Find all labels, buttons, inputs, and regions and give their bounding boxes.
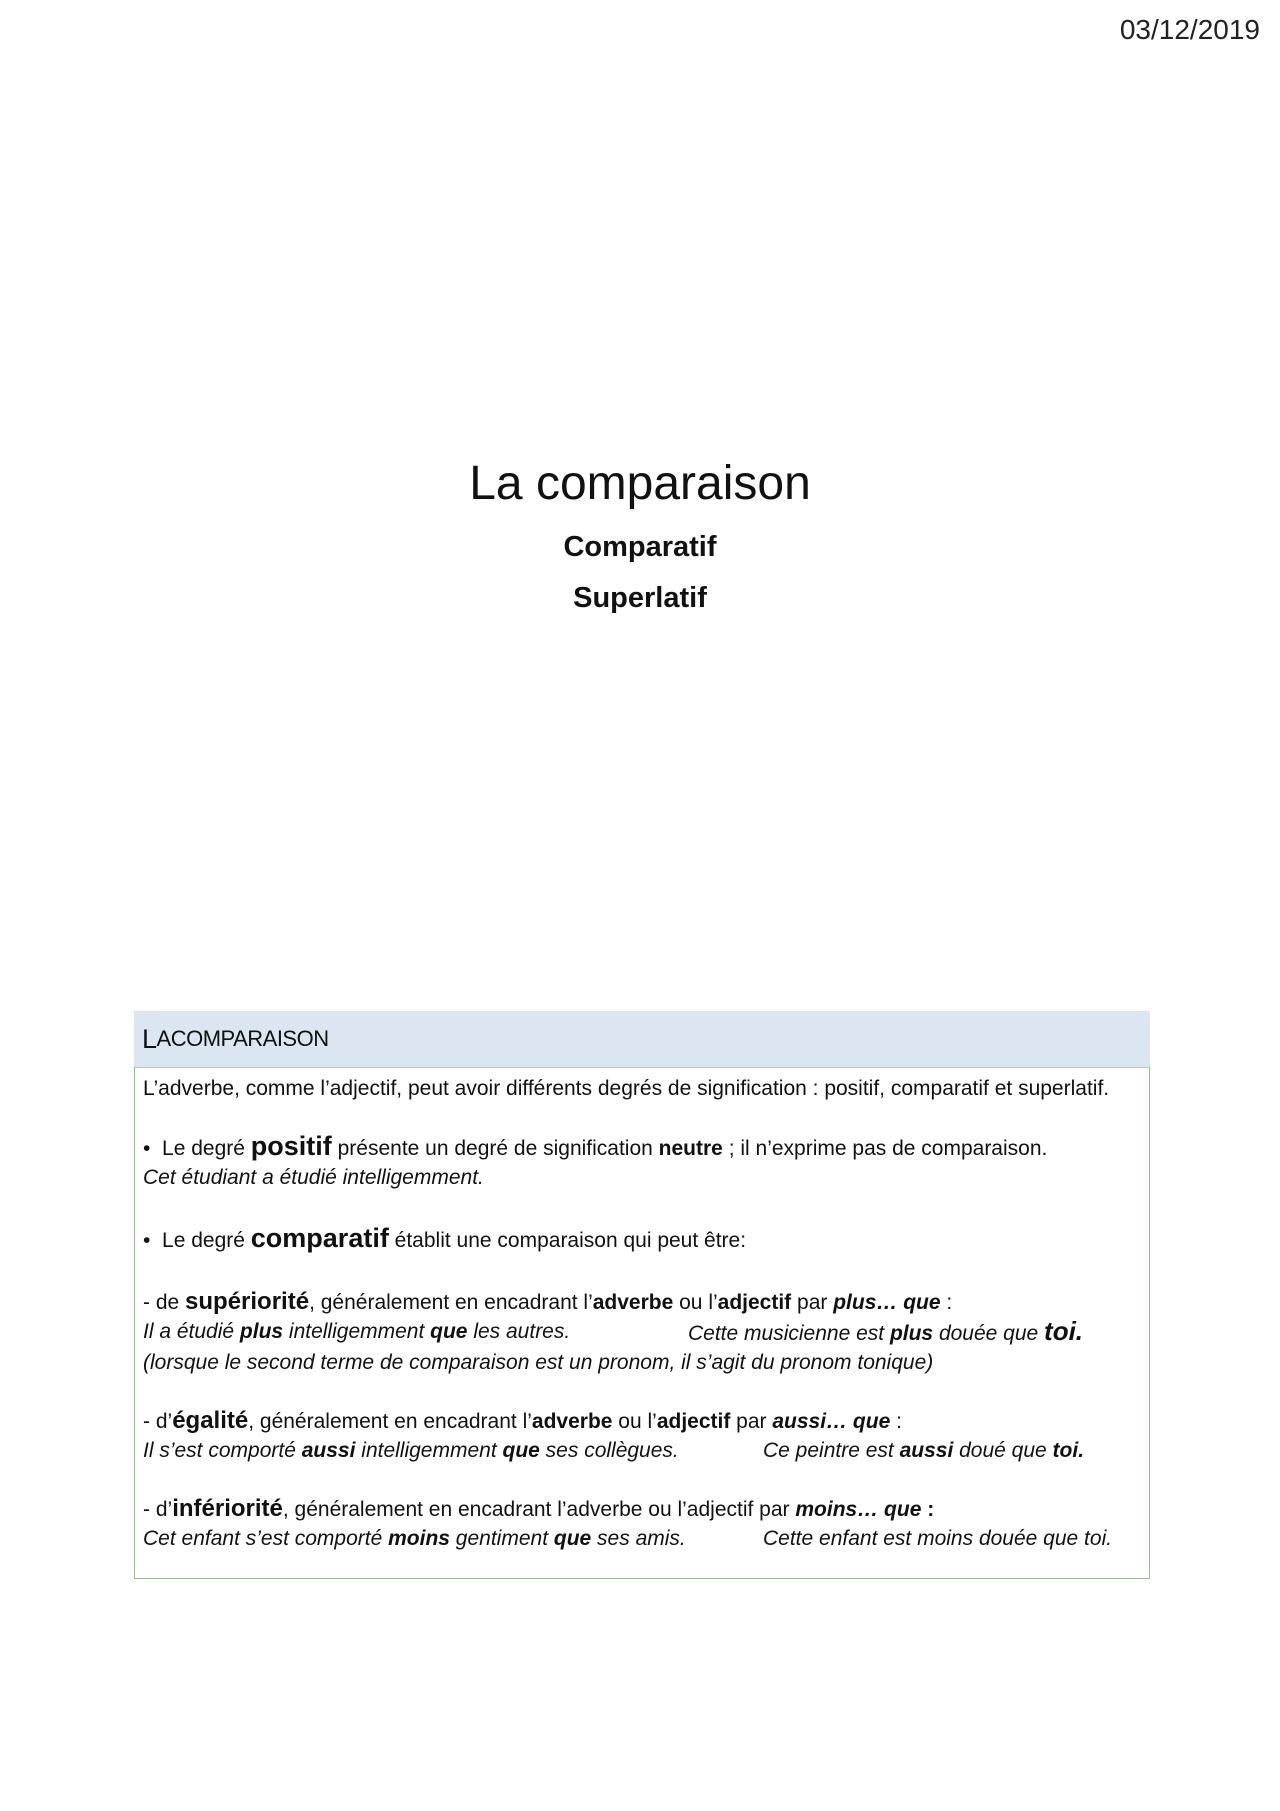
- text: Cette musicienne est: [688, 1322, 890, 1345]
- text: Il s’est comporté: [143, 1439, 302, 1462]
- superiorite-line: [143, 1287, 1141, 1317]
- egalite-line: [143, 1406, 1141, 1436]
- text: - d’: [143, 1498, 173, 1521]
- bold-adverbe: adverbe: [531, 1410, 613, 1433]
- inferiorite-example-1: [143, 1524, 763, 1553]
- text: Ce peintre est: [763, 1439, 900, 1462]
- text: :: [890, 1410, 902, 1433]
- bold: aussi: [899, 1439, 954, 1462]
- bold-adjectif: adjectif: [656, 1410, 731, 1433]
- text: , généralement en encadrant l’: [309, 1291, 593, 1314]
- text: Le degré: [162, 1229, 251, 1252]
- positif-example: Cet étudiant a étudié intelligemment.: [143, 1166, 484, 1189]
- text: présente un degré de signification: [331, 1137, 659, 1160]
- bold-adverbe: adverbe: [592, 1291, 674, 1314]
- inferiorite-example-2: Cette enfant est moins douée que toi.: [763, 1527, 1113, 1550]
- bold-toi: toi.: [1044, 1316, 1084, 1346]
- box-body: [134, 1067, 1150, 1579]
- text: gentiment: [449, 1527, 554, 1550]
- bold: que: [502, 1439, 540, 1462]
- keyword-positif: positif: [250, 1131, 332, 1161]
- bold: que: [553, 1527, 592, 1550]
- keyword-inferiorite: infériorité: [172, 1495, 283, 1522]
- text: ses amis.: [591, 1527, 686, 1550]
- text: Il a étudié: [143, 1320, 240, 1343]
- text: , généralement en encadrant l’adverbe ou l’adjectif par: [282, 1498, 796, 1521]
- text: ; il n’exprime pas de comparaison.: [722, 1137, 1048, 1160]
- text: , généralement en encadrant l’: [248, 1410, 532, 1433]
- text: ou l’: [673, 1291, 718, 1314]
- subtitle-comparatif: Comparatif: [563, 530, 717, 563]
- text: par: [730, 1410, 773, 1433]
- text: ou l’: [612, 1410, 657, 1433]
- text: doué que: [953, 1439, 1053, 1462]
- text: ses collègues.: [539, 1439, 679, 1462]
- bold-adjectif: adjectif: [717, 1291, 792, 1314]
- comparatif-line: [143, 1221, 1141, 1258]
- egalite-examples: [143, 1436, 1141, 1465]
- page-date: 03/12/2019: [1119, 14, 1260, 45]
- bold-plus-que: plus… que: [833, 1291, 941, 1314]
- box-heading: [134, 1011, 1150, 1067]
- positif-line: [143, 1132, 1141, 1163]
- superiorite-example-1: [143, 1317, 688, 1348]
- bold-neutre: neutre: [658, 1137, 723, 1160]
- bold-aussi-que: aussi… que: [772, 1410, 891, 1433]
- bold: plus: [889, 1322, 934, 1345]
- title-block: [0, 458, 1280, 613]
- text: :: [921, 1498, 935, 1521]
- bold: aussi: [301, 1439, 356, 1462]
- keyword-comparatif: comparatif: [250, 1223, 389, 1253]
- egalite-example-1: [143, 1436, 763, 1465]
- egalite-example-2: [763, 1436, 1084, 1465]
- superiorite-examples: [143, 1317, 1141, 1348]
- bold: plus: [239, 1320, 284, 1343]
- superiorite-example-2: [688, 1317, 1083, 1348]
- inferiorite-examples: [143, 1524, 1141, 1553]
- keyword-egalite: égalité: [172, 1407, 249, 1434]
- text: les autres.: [467, 1320, 571, 1343]
- keyword-superiorite: supériorité: [185, 1288, 310, 1315]
- text: - de: [143, 1291, 186, 1314]
- text: Le degré: [162, 1137, 251, 1160]
- text: par: [791, 1291, 834, 1314]
- text: - d’: [143, 1410, 173, 1433]
- intro-text: L’adverbe, comme l’adjectif, peut avoir différents degrés de signification : positif, comparatif et superlatif.: [143, 1077, 1110, 1100]
- superiorite-note: (lorsque le second terme de comparaison est un pronom, il s’agit du pronom tonique): [143, 1351, 934, 1374]
- subtitle-superlatif: Superlatif: [573, 581, 707, 614]
- comparison-box: [134, 1011, 1150, 1579]
- bold-moins-que: moins… que: [795, 1498, 922, 1521]
- inferiorite-line: [143, 1494, 1141, 1524]
- bold: que: [430, 1320, 468, 1343]
- text: intelligemment: [283, 1320, 431, 1343]
- text: Cet enfant s’est comporté: [143, 1527, 389, 1550]
- text: intelligemment: [355, 1439, 503, 1462]
- text: douée que: [933, 1322, 1045, 1345]
- page-title: La comparaison: [469, 457, 811, 510]
- heading-a: A: [156, 1026, 171, 1051]
- heading-rest: COMPARAISON: [170, 1026, 329, 1051]
- bullet: •: [143, 1137, 151, 1160]
- bold: moins: [388, 1527, 450, 1550]
- text: établit une comparaison qui peut être:: [388, 1229, 747, 1252]
- heading-initial: L: [142, 1023, 157, 1054]
- bold-toi: toi.: [1052, 1439, 1085, 1462]
- text: :: [940, 1291, 953, 1314]
- bullet: •: [143, 1229, 151, 1252]
